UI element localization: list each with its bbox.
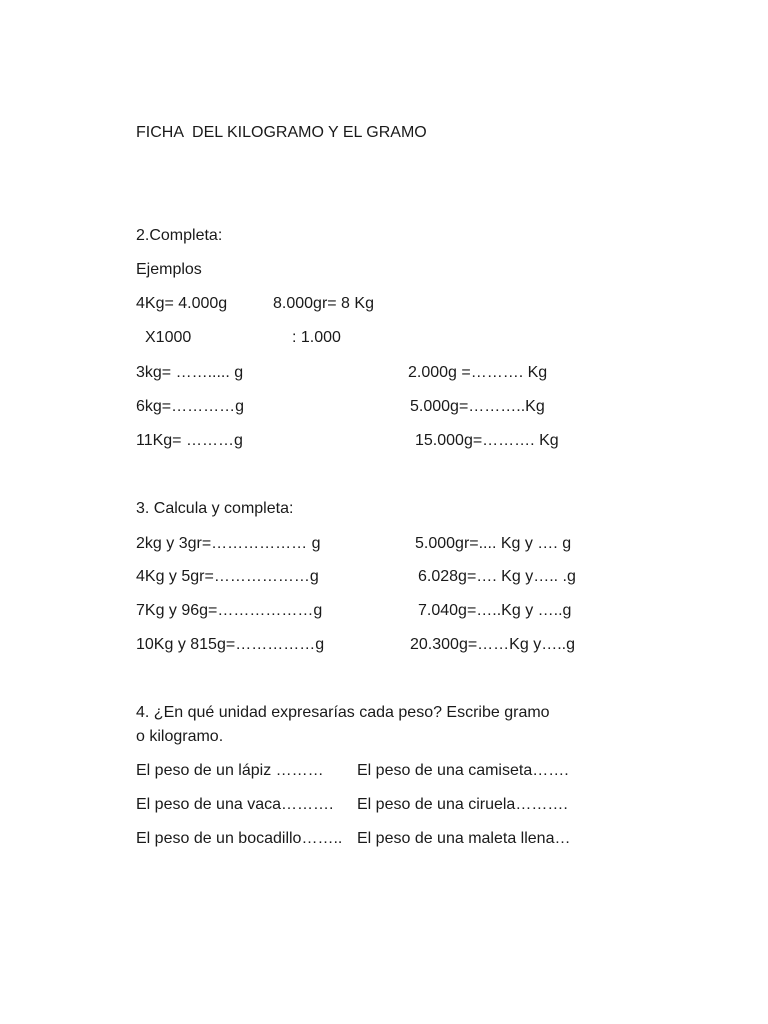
s3-row-left: 4Kg y 5gr=………………g (136, 568, 319, 585)
s4-row-right: El peso de una maleta llena… (357, 830, 571, 847)
factor-right: : 1.000 (292, 329, 341, 346)
example-right: 8.000gr= 8 Kg (273, 295, 374, 312)
s4-row-left: El peso de un lápiz ……… (136, 762, 324, 779)
examples-label: Ejemplos (136, 261, 202, 278)
s3-row-left: 10Kg y 815g=……………g (136, 636, 325, 653)
s4-row-right: El peso de una ciruela………. (357, 796, 568, 813)
s2-row-left: 11Kg= ………g (136, 432, 243, 449)
s2-row-right: 2.000g =………. Kg (408, 364, 548, 381)
s3-row-right: 7.040g=…..Kg y …..g (418, 602, 572, 619)
s2-row-left: 6kg=…………g (136, 398, 245, 415)
factor-left: X1000 (145, 329, 192, 346)
s3-row-right: 20.300g=……Kg y…..g (410, 636, 575, 653)
worksheet-title: FICHA DEL KILOGRAMO Y EL GRAMO (136, 124, 427, 141)
s3-row-left: 2kg y 3gr=……………… g (136, 535, 321, 552)
section4-heading-line2: o kilogramo. (136, 728, 224, 745)
section3-heading: 3. Calcula y completa: (136, 500, 294, 517)
s2-row-right: 5.000g=………..Kg (410, 398, 545, 415)
s3-row-right: 6.028g=…. Kg y….. .g (418, 568, 576, 585)
example-left: 4Kg= 4.000g (136, 295, 228, 312)
s4-row-right: El peso de una camiseta……. (357, 762, 569, 779)
s4-row-left: El peso de un bocadillo…….. (136, 830, 343, 847)
s2-row-right: 15.000g=………. Kg (415, 432, 559, 449)
s2-row-left: 3kg= ……..... g (136, 364, 244, 381)
s4-row-left: El peso de una vaca………. (136, 796, 334, 813)
s3-row-right: 5.000gr=.... Kg y …. g (415, 535, 572, 552)
section4-heading-line1: 4. ¿En qué unidad expresarías cada peso? Escribe gramo (136, 704, 550, 721)
section2-heading: 2.Completa: (136, 227, 223, 244)
s3-row-left: 7Kg y 96g=………………g (136, 602, 323, 619)
